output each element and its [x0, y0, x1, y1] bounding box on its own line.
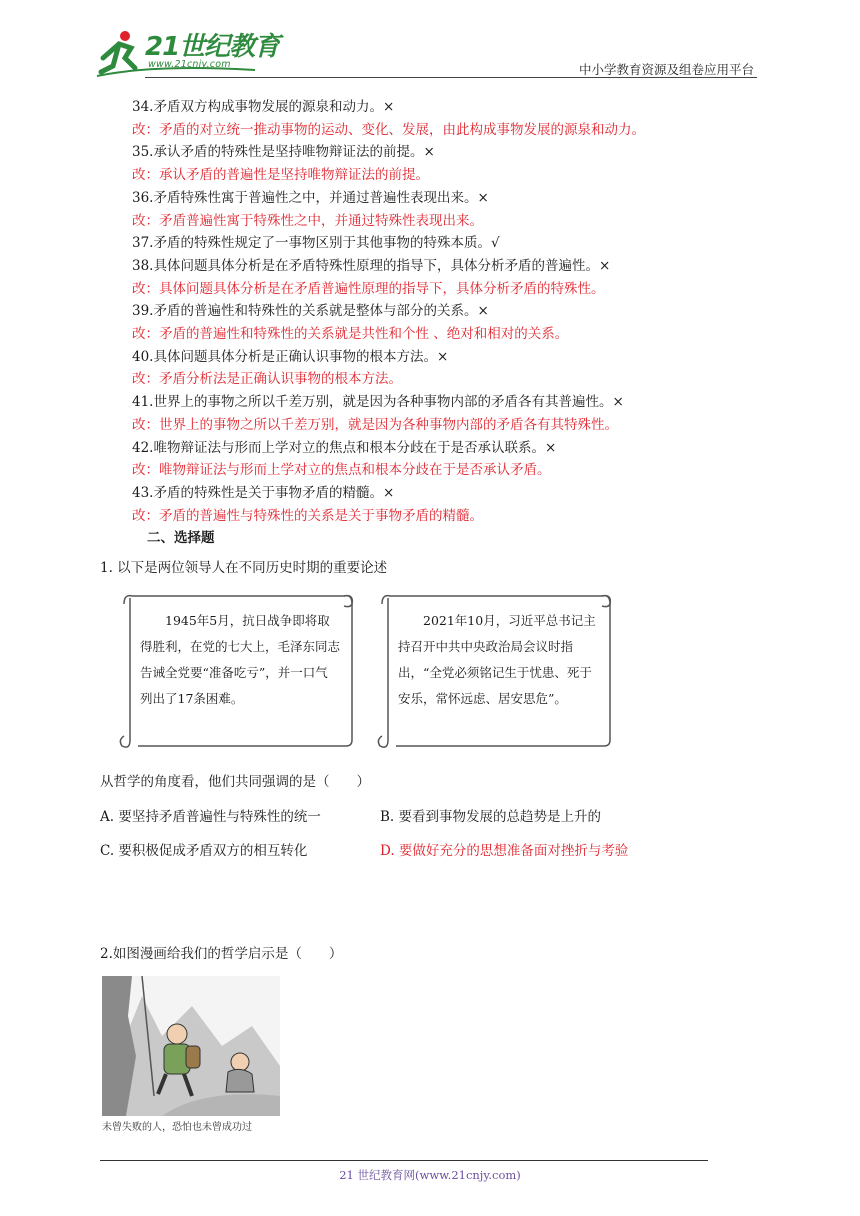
option-d-answer: D. 要做好充分的思想准备面对挫折与考验	[380, 843, 629, 859]
list-item-correction: 改：承认矛盾的普遍性是坚持唯物辩证法的前提。	[132, 167, 429, 184]
option-b: B. 要看到事物发展的总趋势是上升的	[380, 809, 602, 825]
list-item-correction: 改：矛盾普遍性寓于特殊性之中，并通过特殊性表现出来。	[132, 212, 483, 229]
list-item-correction: 改：矛盾分析法是正确认识事物的根本方法。	[132, 371, 402, 388]
list-item: 40.具体问题具体分析是正确认识事物的根本方法。×	[132, 348, 449, 365]
list-item-correction: 改：矛盾的普遍性和特殊性的关系就是共性和个性 、绝对和相对的关系。	[132, 326, 569, 343]
list-item: 41.世界上的事物之所以千差万别，就是因为各种事物内部的矛盾各有其普遍性。×	[132, 394, 624, 411]
list-item: 36.矛盾特殊性寓于普遍性之中，并通过普遍性表现出来。×	[132, 189, 489, 206]
page-header	[0, 0, 860, 90]
scroll-text-left: 1945年5月，抗日战争即将取得胜利，在党的七大上，毛泽东同志告诫全党要“准备吃亏”，并一口气列出了17条困难。	[140, 613, 341, 706]
logo-text: 21世纪教育	[145, 32, 280, 62]
list-item-correction: 改：唯物辩证法与形而上学对立的焦点和根本分歧在于是否承认矛盾。	[132, 462, 551, 479]
list-item: 37.矛盾的特殊性规定了一事物区别于其他事物的特殊本质。√	[132, 235, 500, 252]
question-2-stem: 2.如图漫画给我们的哲学启示是（ ）	[100, 946, 343, 962]
list-item: 34.矛盾双方构成事物发展的源泉和动力。×	[132, 99, 395, 115]
comic-caption: 未曾失败的人，恐怕也未曾成功过	[102, 1122, 252, 1133]
list-item: 39.矛盾的普遍性和特殊性的关系就是整体与部分的关系。×	[132, 303, 489, 320]
footer-divider	[100, 1160, 708, 1161]
scroll-quote-left	[118, 590, 358, 750]
list-item: 35.承认矛盾的特殊性是坚持唯物辩证法的前提。×	[132, 144, 435, 161]
list-item: 43.矛盾的特殊性是关于事物矛盾的精髓。×	[132, 484, 395, 501]
comic-climber-image	[102, 976, 280, 1116]
scroll-text-right: 2021年10月，习近平总书记主持召开中共中央政治局会议时指出，“全党必须铭记生于忧患、死于安乐，常怀远虑、居安思危”。	[398, 613, 596, 706]
header-divider	[145, 77, 757, 78]
list-item: 42.唯物辩证法与形而上学对立的焦点和根本分歧在于是否承认联系。×	[132, 439, 557, 456]
question-1-intro: 1. 以下是两位领导人在不同历史时期的重要论述	[100, 560, 388, 576]
scroll-quote-right	[376, 590, 616, 750]
list-item-correction: 改：矛盾的普遍性与特殊性的关系是关于事物矛盾的精髓。	[132, 507, 483, 524]
page-footer: 21 世纪教育网(www.21cnjy.com)	[339, 1168, 521, 1182]
question-1-stem: 从哲学的角度看，他们共同强调的是（ ）	[100, 774, 370, 790]
list-item: 38.具体问题具体分析是在矛盾特殊性原理的指导下，具体分析矛盾的普遍性。×	[132, 257, 611, 274]
option-a: A. 要坚持矛盾普遍性与特殊性的统一	[100, 809, 321, 825]
platform-title: 中小学教育资源及组卷应用平台	[578, 62, 754, 77]
logo-url: www.21cnjy.com	[148, 59, 231, 70]
section-title: 二、选择题	[147, 530, 215, 546]
list-item-correction: 改：具体问题具体分析是在矛盾普遍性原理的指导下，具体分析矛盾的特殊性。	[132, 280, 605, 297]
list-item-correction: 改：矛盾的对立统一推动事物的运动、变化、发展，由此构成事物发展的源泉和动力。	[132, 121, 645, 138]
correction-list	[132, 96, 732, 527]
option-c: C. 要积极促成矛盾双方的相互转化	[100, 843, 308, 859]
list-item-correction: 改：世界上的事物之所以千差万别，就是因为各种事物内部的矛盾各有其特殊性。	[132, 416, 618, 433]
